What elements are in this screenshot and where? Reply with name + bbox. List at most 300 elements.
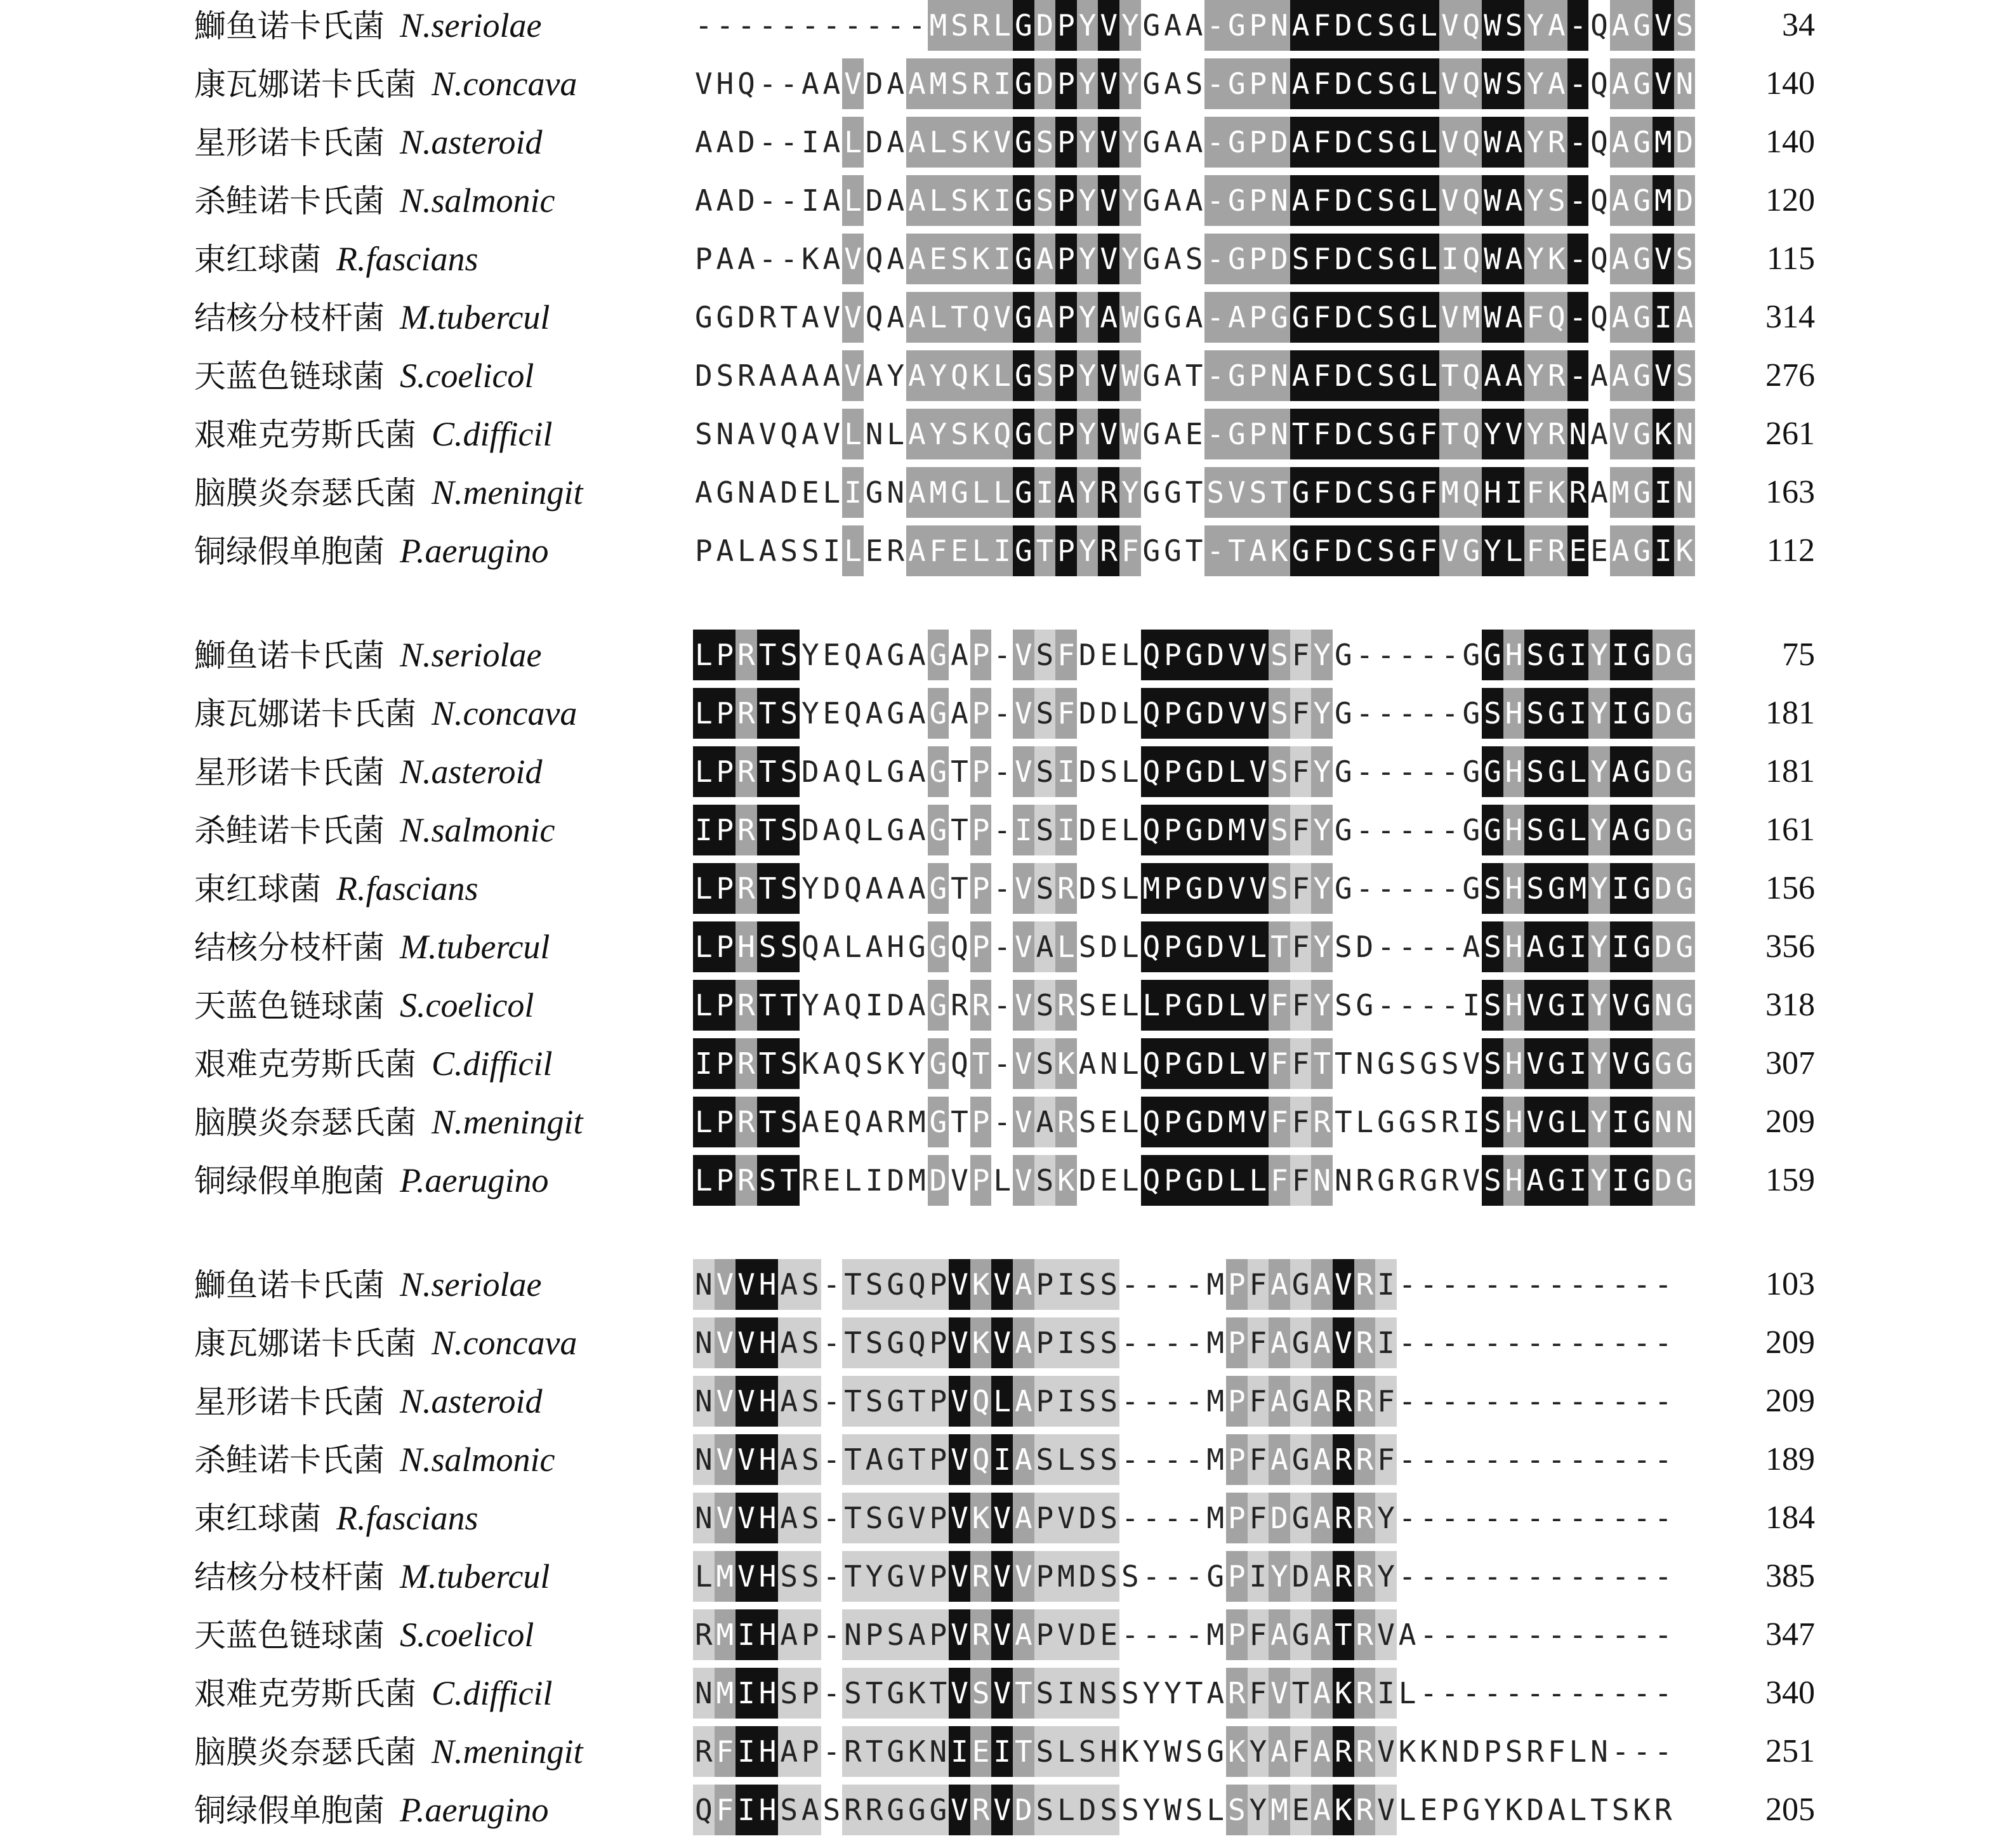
residue: P — [715, 630, 736, 680]
residue: K — [970, 350, 992, 401]
residue: Q — [1141, 805, 1163, 855]
residue: N — [716, 417, 734, 451]
residue: T — [949, 292, 970, 343]
residue: G — [1377, 1105, 1395, 1139]
residue: P — [928, 1551, 949, 1602]
sequence-row — [693, 1609, 1674, 1660]
residue: R — [1441, 1105, 1459, 1139]
residue: G — [1462, 871, 1481, 906]
residue: A — [887, 125, 905, 159]
residue: I — [801, 125, 819, 159]
residue: A — [1311, 1434, 1333, 1485]
residue: Y — [887, 359, 905, 393]
residue: D — [1653, 630, 1674, 680]
residue: D — [1653, 921, 1674, 972]
residue: - — [1633, 1618, 1651, 1652]
residue: S — [1375, 409, 1397, 459]
residue: G — [1631, 746, 1653, 797]
residue: Q — [737, 67, 755, 101]
residue: - — [1462, 1326, 1481, 1360]
species-label — [194, 467, 583, 518]
residue: V — [1439, 525, 1461, 576]
residue: - — [1204, 117, 1226, 168]
residue: V — [991, 1493, 1013, 1543]
species-label — [194, 0, 542, 51]
residue: D — [1674, 117, 1696, 168]
residue: Q — [844, 813, 862, 847]
residue: - — [822, 1559, 841, 1594]
residue: C — [1354, 58, 1376, 109]
residue: V — [1462, 1046, 1481, 1081]
residue: I — [1567, 688, 1589, 739]
residue: I — [1034, 467, 1056, 518]
residue: A — [1503, 292, 1525, 343]
residue: G — [1184, 1155, 1205, 1206]
residue: - — [1526, 1442, 1545, 1477]
residue: L — [991, 350, 1013, 401]
residue: R — [758, 300, 777, 334]
residue-position-number: 156 — [1765, 870, 1815, 906]
residue: - — [1185, 1559, 1203, 1594]
residue: P — [970, 921, 992, 972]
species-chinese-name: 艰难克劳斯氏菌 — [194, 416, 416, 453]
residue: R — [1354, 1376, 1376, 1427]
residue: N — [737, 475, 755, 510]
residue: Y — [1142, 1793, 1161, 1827]
residue: G — [1631, 58, 1653, 109]
residue: Y — [1588, 1097, 1610, 1147]
residue: A — [907, 871, 926, 906]
residue: I — [1055, 1376, 1077, 1427]
residue: G — [1631, 0, 1653, 51]
residue: G — [1631, 1038, 1653, 1089]
residue: S — [1098, 1259, 1119, 1310]
residue: S — [1248, 467, 1269, 518]
residue: P — [715, 1155, 736, 1206]
residue: L — [844, 930, 862, 964]
residue: F — [1269, 980, 1290, 1031]
residue: F — [1311, 0, 1333, 51]
residue: Y — [1119, 58, 1141, 109]
residue: - — [1204, 58, 1226, 109]
residue: K — [970, 175, 992, 226]
residue: F — [1290, 921, 1312, 972]
residue: A — [737, 242, 755, 276]
residue: - — [801, 8, 819, 43]
residue: Q — [970, 1376, 992, 1427]
residue: G — [1377, 1163, 1395, 1198]
residue: F — [1290, 688, 1312, 739]
residue: A — [1311, 1668, 1333, 1719]
residue: F — [1290, 863, 1312, 914]
residue: N — [1269, 175, 1290, 226]
residue: T — [1013, 1668, 1034, 1719]
residue: W — [1482, 234, 1503, 284]
residue: A — [822, 67, 841, 101]
residue: G — [1674, 980, 1696, 1031]
residue: L — [842, 175, 864, 226]
residue: A — [906, 467, 928, 518]
residue: - — [1567, 350, 1589, 401]
residue: T — [951, 755, 968, 789]
residue: V — [736, 1317, 757, 1368]
species-latin-name: R.fascians — [336, 240, 478, 278]
residue: G — [1013, 175, 1034, 226]
residue: L — [1248, 1155, 1269, 1206]
residue: S — [1375, 117, 1397, 168]
residue: F — [1248, 1609, 1269, 1660]
residue: S — [949, 175, 970, 226]
residue: A — [887, 183, 905, 218]
residue: Y — [1524, 350, 1546, 401]
residue: G — [928, 805, 949, 855]
residue: P — [1162, 688, 1184, 739]
residue: V — [1226, 921, 1248, 972]
residue: L — [887, 417, 905, 451]
residue: V — [949, 1493, 970, 1543]
residue: - — [1505, 1442, 1523, 1477]
residue: G — [928, 1785, 949, 1835]
residue: A — [906, 175, 928, 226]
residue: Q — [780, 417, 798, 451]
residue: P — [715, 921, 736, 972]
residue: - — [1484, 1618, 1501, 1652]
residue: P — [1162, 1097, 1184, 1147]
residue: A — [778, 1376, 800, 1427]
residue: G — [1653, 1038, 1674, 1089]
residue: R — [1441, 1163, 1459, 1198]
residue: V — [1226, 467, 1248, 518]
residue: V — [1098, 58, 1119, 109]
residue: T — [757, 805, 779, 855]
residue: G — [1397, 0, 1418, 51]
residue: E — [1590, 534, 1608, 568]
residue: N — [1590, 1734, 1608, 1769]
residue: C — [1354, 409, 1376, 459]
residue: Q — [1590, 183, 1608, 218]
residue: P — [1226, 1493, 1248, 1543]
residue: R — [736, 980, 757, 1031]
residue: Y — [1077, 117, 1098, 168]
residue: V — [1013, 1097, 1034, 1147]
residue: I — [991, 234, 1013, 284]
residue-position-number: 75 — [1782, 637, 1815, 673]
residue: - — [1420, 1326, 1438, 1360]
residue: R — [1354, 1434, 1376, 1485]
residue: A — [1185, 125, 1203, 159]
residue: P — [1248, 117, 1269, 168]
residue: E — [1420, 1793, 1438, 1827]
residue: G — [1397, 292, 1418, 343]
residue: A — [778, 1726, 800, 1777]
residue: D — [801, 755, 819, 789]
residue: G — [1334, 755, 1352, 789]
residue: T — [757, 1038, 779, 1089]
residue: N — [1674, 409, 1696, 459]
residue: G — [1142, 67, 1161, 101]
residue: S — [1034, 1434, 1056, 1485]
residue: M — [1055, 1551, 1077, 1602]
residue: A — [907, 755, 926, 789]
residue: P — [715, 980, 736, 1031]
residue: - — [1356, 813, 1374, 847]
residue: P — [715, 805, 736, 855]
residue: Y — [1482, 409, 1503, 459]
residue: - — [822, 1734, 841, 1769]
residue: G — [1546, 863, 1567, 914]
residue: R — [736, 746, 757, 797]
residue: A — [1290, 117, 1312, 168]
residue: G — [1674, 921, 1696, 972]
species-latin-name: N.salmonic — [400, 182, 555, 220]
residue: R — [1354, 1785, 1376, 1835]
residue: - — [1121, 1384, 1139, 1418]
species-chinese-name: 鰤鱼诺卡氏菌 — [194, 1267, 385, 1304]
residue: D — [1204, 630, 1226, 680]
residue: Y — [1077, 409, 1098, 459]
residue: K — [970, 409, 992, 459]
residue: - — [1526, 1501, 1545, 1535]
residue-position-number: 307 — [1765, 1045, 1815, 1081]
residue: G — [885, 1726, 906, 1777]
residue: - — [1356, 696, 1374, 730]
residue: Q — [906, 1259, 928, 1310]
residue: K — [906, 1668, 928, 1719]
residue: S — [1185, 1734, 1203, 1769]
residue: I — [1248, 1551, 1269, 1602]
residue: V — [991, 1785, 1013, 1835]
sequence-row — [693, 467, 1695, 518]
residue: V — [949, 1609, 970, 1660]
residue: S — [1204, 467, 1226, 518]
residue: R — [842, 1726, 864, 1777]
residue: S — [778, 921, 800, 972]
species-chinese-name: 铜绿假单胞菌 — [194, 1163, 385, 1199]
residue: - — [1654, 1384, 1672, 1418]
residue-position-number: 103 — [1765, 1266, 1815, 1302]
residue: Q — [906, 1317, 928, 1368]
residue: R — [1333, 1493, 1354, 1543]
residue: G — [1462, 638, 1481, 672]
residue: - — [1420, 755, 1438, 789]
residue: I — [693, 805, 715, 855]
residue: G — [1226, 409, 1248, 459]
residue: R — [1333, 1434, 1354, 1485]
residue: H — [757, 1259, 779, 1310]
residue: - — [1590, 1442, 1608, 1477]
residue: - — [1547, 1267, 1566, 1302]
residue: H — [757, 1317, 779, 1368]
residue: N — [1269, 58, 1290, 109]
residue: A — [822, 1046, 841, 1081]
residue: F — [1418, 525, 1439, 576]
residue: - — [758, 183, 777, 218]
residue: D — [1078, 1163, 1097, 1198]
residue: - — [1569, 1442, 1587, 1477]
residue: Y — [1482, 525, 1503, 576]
residue: W — [1482, 117, 1503, 168]
residue: Y — [1077, 175, 1098, 226]
residue: P — [1055, 117, 1077, 168]
residue: - — [1547, 1676, 1566, 1710]
residue: A — [1674, 292, 1696, 343]
residue: G — [1397, 117, 1418, 168]
residue: S — [1269, 746, 1290, 797]
residue: A — [1503, 117, 1525, 168]
residue: V — [842, 350, 864, 401]
residue: - — [1420, 1384, 1438, 1418]
residue: A — [694, 475, 713, 510]
residue: Q — [693, 1785, 715, 1835]
residue: G — [1631, 630, 1653, 680]
residue: F — [1418, 467, 1439, 518]
residue: A — [801, 67, 819, 101]
residue: - — [1185, 1384, 1203, 1418]
residue: - — [844, 8, 862, 43]
residue: Q — [991, 409, 1013, 459]
residue: A — [822, 988, 841, 1022]
residue: - — [1204, 409, 1226, 459]
residue: Y — [1588, 688, 1610, 739]
residue: G — [1290, 467, 1312, 518]
residue: R — [1311, 1097, 1333, 1147]
residue: P — [1034, 1493, 1056, 1543]
residue: I — [1055, 1317, 1077, 1368]
residue: - — [993, 871, 1012, 906]
residue: I — [1439, 234, 1461, 284]
residue: V — [715, 1259, 736, 1310]
residue: S — [1375, 467, 1397, 518]
residue: G — [716, 300, 734, 334]
residue: - — [1441, 1676, 1459, 1710]
residue: Y — [1077, 467, 1098, 518]
residue: F — [1311, 175, 1333, 226]
residue: G — [865, 475, 883, 510]
residue: H — [1503, 1155, 1525, 1206]
residue: G — [1397, 525, 1418, 576]
residue: - — [822, 1326, 841, 1360]
residue: R — [1546, 409, 1567, 459]
residue: Y — [1077, 292, 1098, 343]
residue: A — [1164, 67, 1182, 101]
residue: I — [1567, 921, 1589, 972]
residue: P — [1484, 1734, 1501, 1769]
residue: F — [1290, 1155, 1312, 1206]
species-label — [194, 1726, 583, 1777]
residue: V — [1248, 1097, 1269, 1147]
residue: A — [1013, 1376, 1034, 1427]
residue: - — [1611, 1559, 1630, 1594]
residue: P — [1055, 525, 1077, 576]
residue: F — [1311, 117, 1333, 168]
residue: S — [822, 1793, 841, 1827]
residue: G — [1674, 805, 1696, 855]
residue: G — [1631, 467, 1653, 518]
residue: V — [1098, 175, 1119, 226]
species-latin-name: N.meningit — [432, 1732, 583, 1771]
residue: - — [1377, 755, 1395, 789]
residue: S — [716, 359, 734, 393]
residue: - — [1633, 1734, 1651, 1769]
residue: D — [1333, 0, 1354, 51]
residue: S — [1482, 1097, 1503, 1147]
species-chinese-name: 鰤鱼诺卡氏菌 — [194, 637, 385, 674]
residue: - — [1185, 1618, 1203, 1652]
residue: F — [1311, 467, 1333, 518]
residue: - — [1185, 1442, 1203, 1477]
residue: I — [991, 175, 1013, 226]
residue: A — [1098, 292, 1119, 343]
residue: G — [716, 475, 734, 510]
residue: L — [1121, 1163, 1139, 1198]
residue: - — [1441, 988, 1459, 1022]
residue: G — [1142, 417, 1161, 451]
residue: G — [1397, 350, 1418, 401]
residue: E — [1100, 988, 1118, 1022]
residue: Q — [970, 292, 992, 343]
residue: - — [1633, 1676, 1651, 1710]
residue: S — [1034, 175, 1056, 226]
residue: T — [1226, 525, 1248, 576]
residue: A — [1546, 58, 1567, 109]
residue: V — [1524, 980, 1546, 1031]
residue: - — [1611, 1267, 1630, 1302]
residue: V — [1375, 1785, 1397, 1835]
residue: P — [715, 688, 736, 739]
residue: D — [1674, 175, 1696, 226]
residue: S — [800, 1434, 821, 1485]
residue: T — [864, 1668, 885, 1719]
residue: A — [716, 534, 734, 568]
residue: I — [1375, 1668, 1397, 1719]
residue: - — [1611, 1384, 1630, 1418]
species-latin-name: N.seriolae — [400, 636, 542, 674]
residue: G — [1290, 1493, 1312, 1543]
residue: C — [1354, 0, 1376, 51]
species-label — [194, 1785, 549, 1835]
residue: V — [1333, 1259, 1354, 1310]
residue: L — [1503, 525, 1525, 576]
residue: V — [1524, 1038, 1546, 1089]
residue: W — [1482, 58, 1503, 109]
residue: G — [1290, 1259, 1312, 1310]
residue: L — [693, 1097, 715, 1147]
residue: S — [800, 1317, 821, 1368]
residue-position-number: 181 — [1765, 753, 1815, 789]
residue: S — [1375, 292, 1397, 343]
residue: Q — [801, 930, 819, 964]
residue: S — [1482, 1038, 1503, 1089]
residue: S — [1482, 1155, 1503, 1206]
residue: - — [1567, 117, 1589, 168]
residue-position-number: 140 — [1765, 124, 1815, 160]
residue: S — [1375, 175, 1397, 226]
residue: P — [1226, 1259, 1248, 1310]
residue: A — [951, 638, 968, 672]
residue: G — [1206, 1559, 1225, 1594]
residue: V — [1653, 350, 1674, 401]
residue: V — [1375, 1726, 1397, 1777]
residue: C — [1354, 234, 1376, 284]
residue: Y — [1077, 58, 1098, 109]
residue: P — [1055, 58, 1077, 109]
species-label — [194, 980, 534, 1031]
residue: S — [1269, 630, 1290, 680]
sequence-row — [693, 234, 1695, 284]
residue: A — [1546, 0, 1567, 51]
residue: Y — [1311, 863, 1333, 914]
residue: Q — [844, 871, 862, 906]
